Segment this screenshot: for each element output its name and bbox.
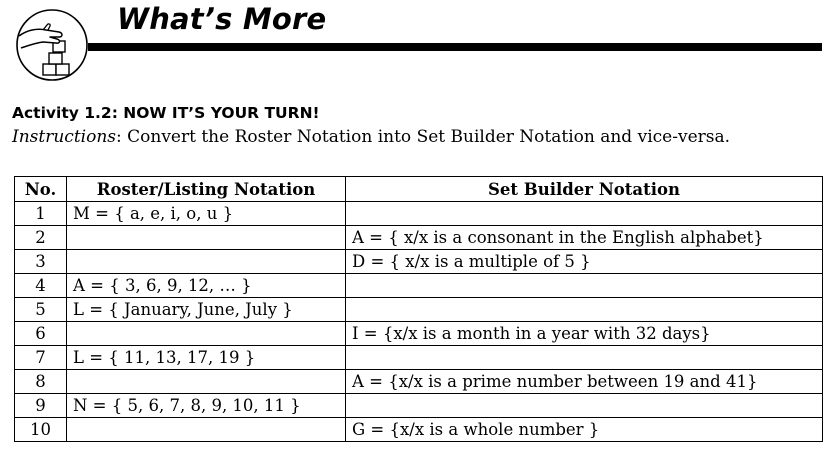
instructions <box>12 127 730 147</box>
row-number: 10 <box>15 418 67 442</box>
table-row <box>15 346 823 370</box>
table-header-row <box>15 177 823 202</box>
roster-cell: L = { 11, 13, 17, 19 } <box>67 346 346 370</box>
set-builder-cell <box>346 346 823 370</box>
set-builder-cell <box>346 394 823 418</box>
row-number: 3 <box>15 250 67 274</box>
set-builder-cell: I = {x/x is a month in a year with 32 days} <box>346 322 823 346</box>
table-row <box>15 322 823 346</box>
set-builder-cell: G = {x/x is a whole number } <box>346 418 823 442</box>
table-row <box>15 250 823 274</box>
row-number: 1 <box>15 202 67 226</box>
notation-table <box>14 176 823 442</box>
set-builder-cell: A = {x/x is a prime number between 19 and 41} <box>346 370 823 394</box>
section-title: What’s More <box>117 2 327 36</box>
set-builder-cell: A = { x/x is a consonant in the English alphabet} <box>346 226 823 250</box>
row-number: 7 <box>15 346 67 370</box>
row-number: 2 <box>15 226 67 250</box>
roster-cell <box>67 226 346 250</box>
header-no: No. <box>15 177 67 202</box>
title-rule <box>88 43 822 51</box>
table-row <box>15 394 823 418</box>
activity-heading: Activity 1.2: NOW IT’S YOUR TURN! <box>12 104 320 122</box>
table-row <box>15 202 823 226</box>
roster-cell <box>67 322 346 346</box>
row-number: 5 <box>15 298 67 322</box>
row-number: 6 <box>15 322 67 346</box>
row-number: 9 <box>15 394 67 418</box>
table-row <box>15 226 823 250</box>
roster-cell <box>67 418 346 442</box>
row-number: 8 <box>15 370 67 394</box>
set-builder-cell <box>346 298 823 322</box>
set-builder-cell <box>346 274 823 298</box>
table-row <box>15 298 823 322</box>
instructions-text: : Convert the Roster Notation into Set Builder Notation and vice-versa. <box>116 127 731 147</box>
roster-cell <box>67 250 346 274</box>
roster-cell: N = { 5, 6, 7, 8, 9, 10, 11 } <box>67 394 346 418</box>
roster-cell: L = { January, June, July } <box>67 298 346 322</box>
table-row <box>15 274 823 298</box>
roster-cell: M = { a, e, i, o, u } <box>67 202 346 226</box>
roster-cell <box>67 370 346 394</box>
header-set-builder: Set Builder Notation <box>346 177 823 202</box>
roster-cell: A = { 3, 6, 9, 12, … } <box>67 274 346 298</box>
header-roster: Roster/Listing Notation <box>67 177 346 202</box>
table-row <box>15 418 823 442</box>
table-row <box>15 370 823 394</box>
row-number: 4 <box>15 274 67 298</box>
set-builder-cell <box>346 202 823 226</box>
set-builder-cell: D = { x/x is a multiple of 5 } <box>346 250 823 274</box>
instructions-lead: Instructions <box>12 127 116 147</box>
hand-stacking-blocks-icon <box>13 8 91 82</box>
